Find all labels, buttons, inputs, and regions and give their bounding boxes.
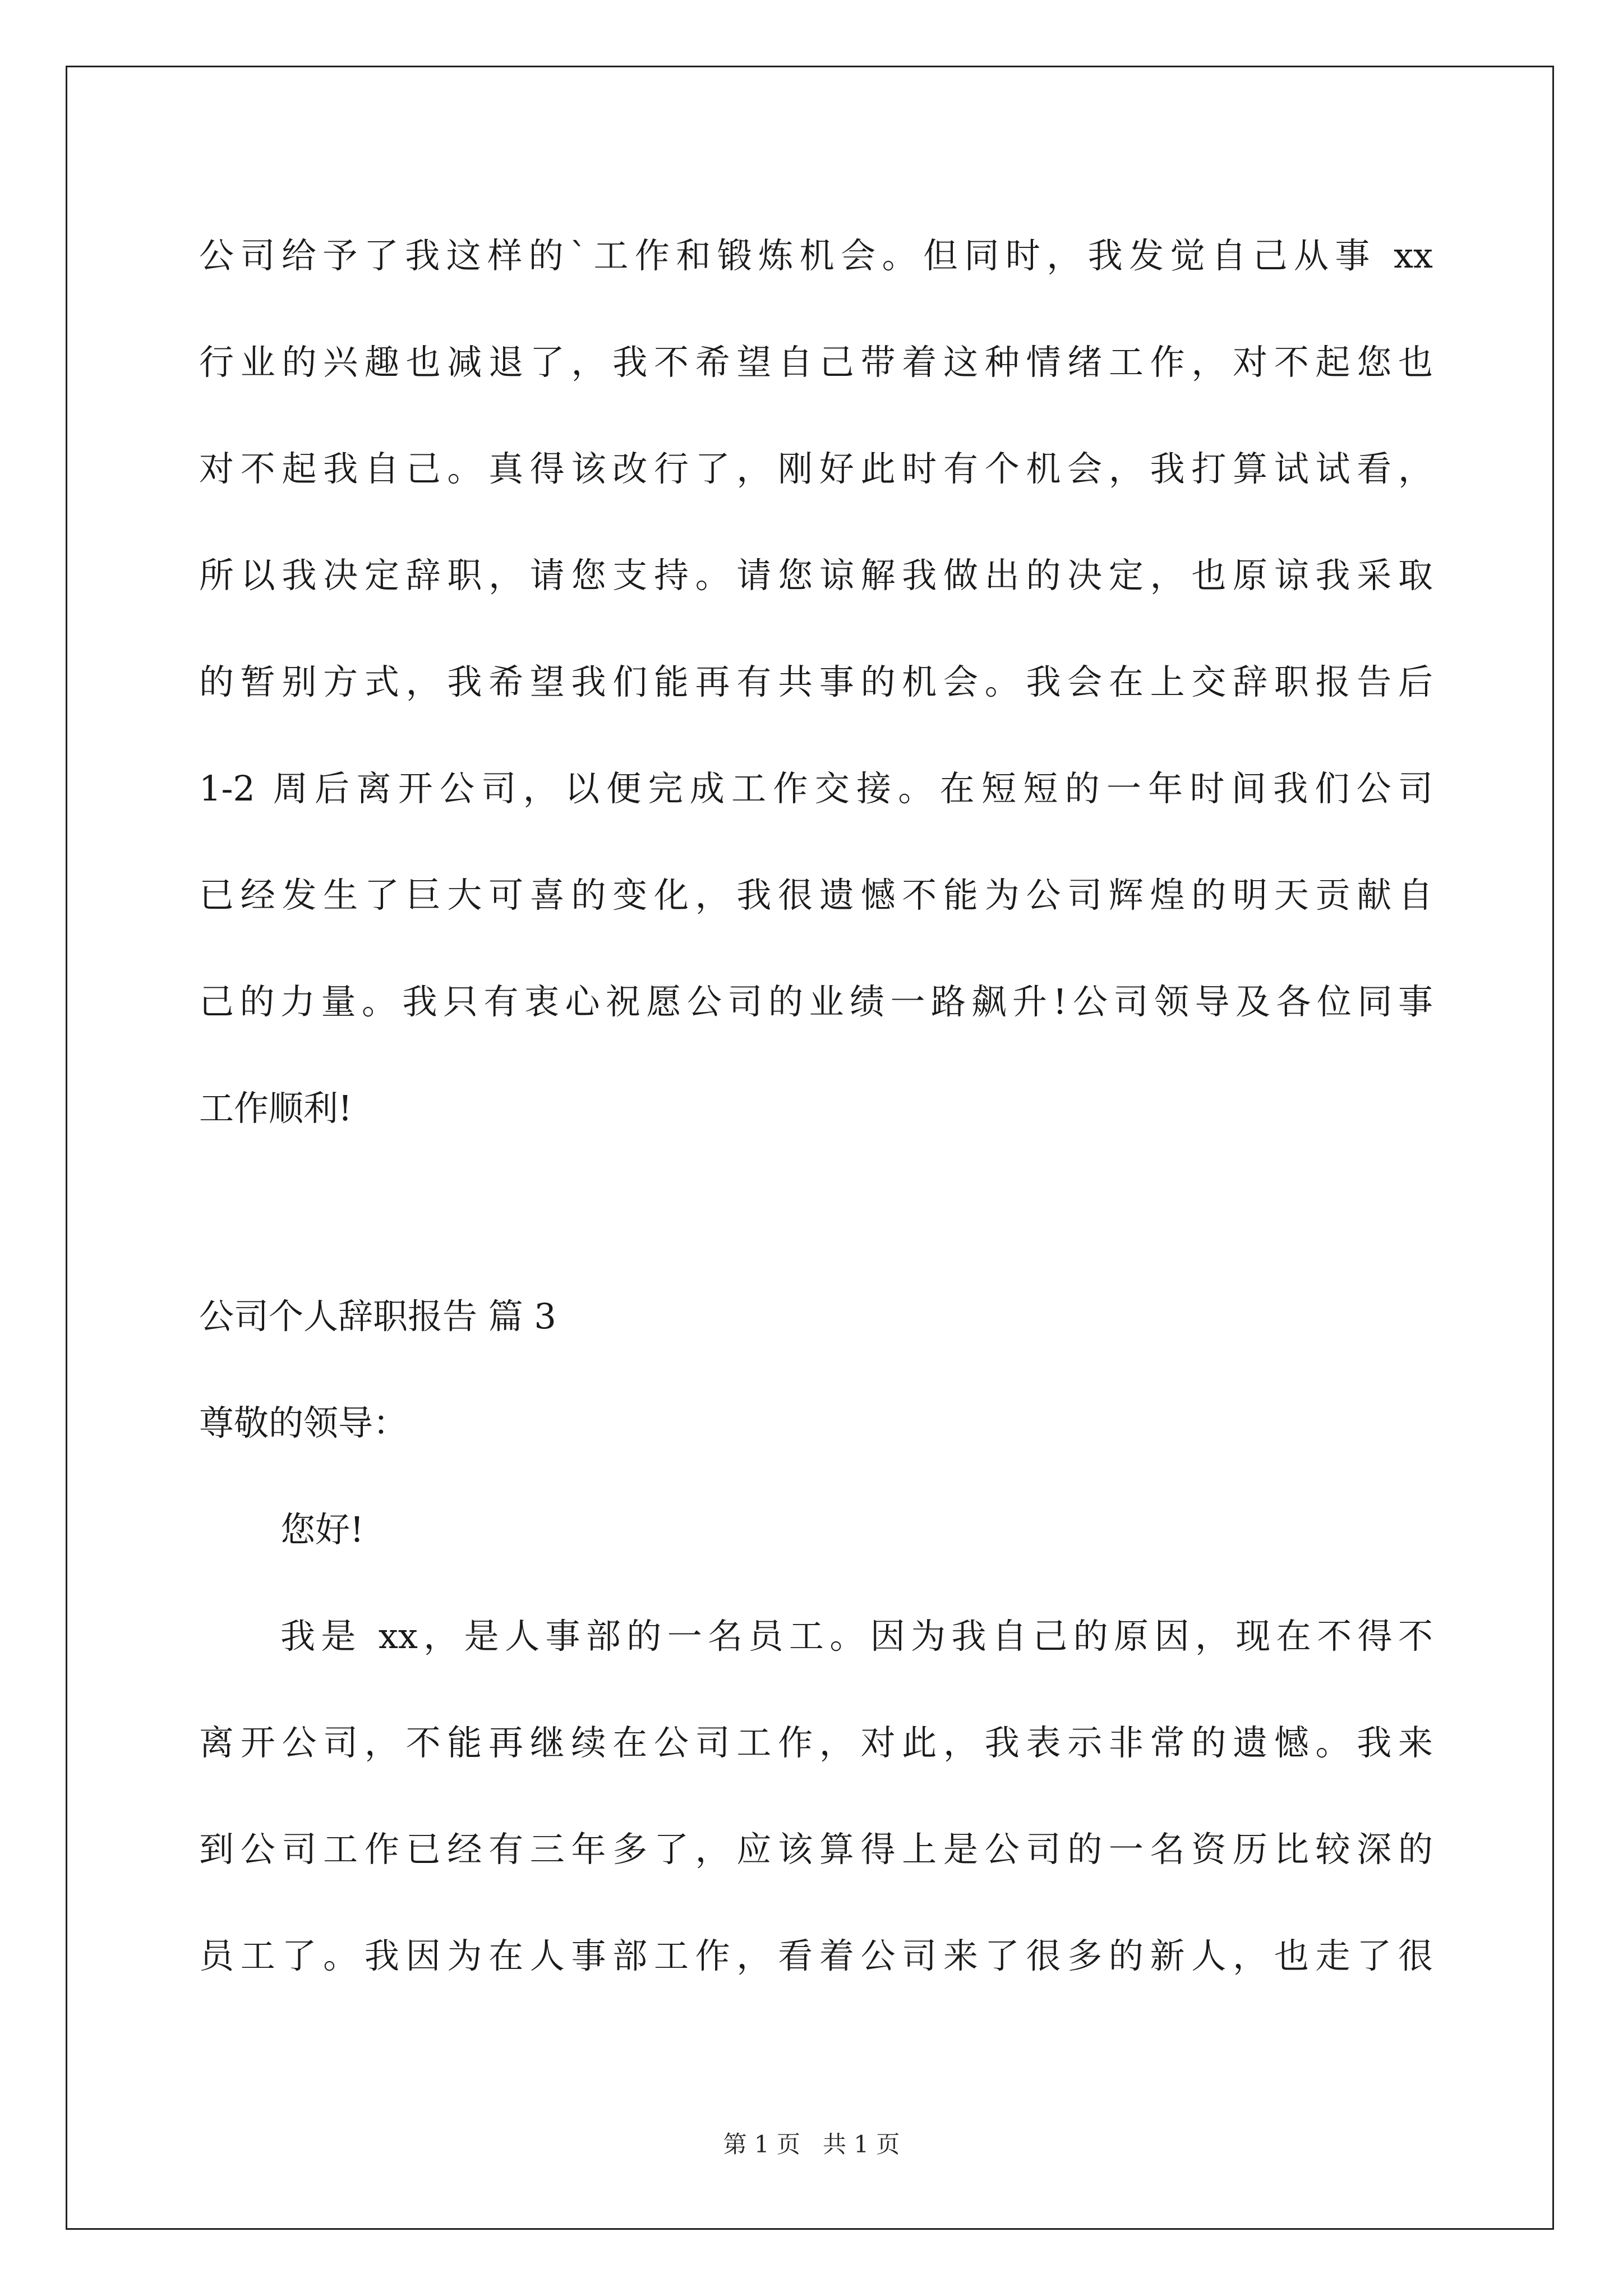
paragraph-line: 已经发生了巨大可喜的变化，我很遗憾不能为公司辉煌的明天贡献自 — [199, 875, 1433, 915]
paragraph-line: 离开公司，不能再继续在公司工作，对此，我表示非常的遗憾。我来 — [199, 1722, 1433, 1763]
paragraph-line: 到公司工作已经有三年多了，应该算得上是公司的一名资历比较深的 — [199, 1829, 1433, 1870]
paragraph-line: 公司给予了我这样的`工作和锻炼机会。但同时，我发觉自己从事 xx — [199, 235, 1433, 276]
paragraph-line: 工作顺利! — [199, 1088, 352, 1129]
greeting: 您好! — [280, 1509, 364, 1550]
paragraph-line: 我是 xx，是人事部的一名员工。因为我自己的原因，现在不得不 — [280, 1616, 1433, 1657]
paragraph-line: 己的力量。我只有衷心祝愿公司的业绩一路飙升!公司领导及各位同事 — [199, 981, 1433, 1022]
page-border — [66, 66, 1554, 2230]
paragraph-line: 员工了。我因为在人事部工作，看着公司来了很多的新人，也走了很 — [199, 1935, 1433, 1976]
paragraph-line: 的暂别方式，我希望我们能再有共事的机会。我会在上交辞职报告后 — [199, 661, 1433, 702]
page-number: 第 1 页 — [723, 2131, 800, 2158]
page-total: 共 1 页 — [823, 2131, 900, 2158]
paragraph-line: 行业的兴趣也减退了，我不希望自己带着这种情绪工作，对不起您也 — [199, 342, 1433, 383]
paragraph-line: 所以我决定辞职，请您支持。请您谅解我做出的决定，也原谅我采取 — [199, 555, 1433, 596]
page-footer — [0, 2129, 1623, 2160]
paragraph-line: 对不起我自己。真得该改行了，刚好此时有个机会，我打算试试看， — [199, 448, 1433, 489]
paragraph-line: 1-2 周后离开公司，以便完成工作交接。在短短的一年时间我们公司 — [199, 768, 1433, 809]
salutation: 尊敬的领导： — [199, 1402, 408, 1443]
section-title: 公司个人辞职报告 篇 3 — [199, 1296, 556, 1337]
